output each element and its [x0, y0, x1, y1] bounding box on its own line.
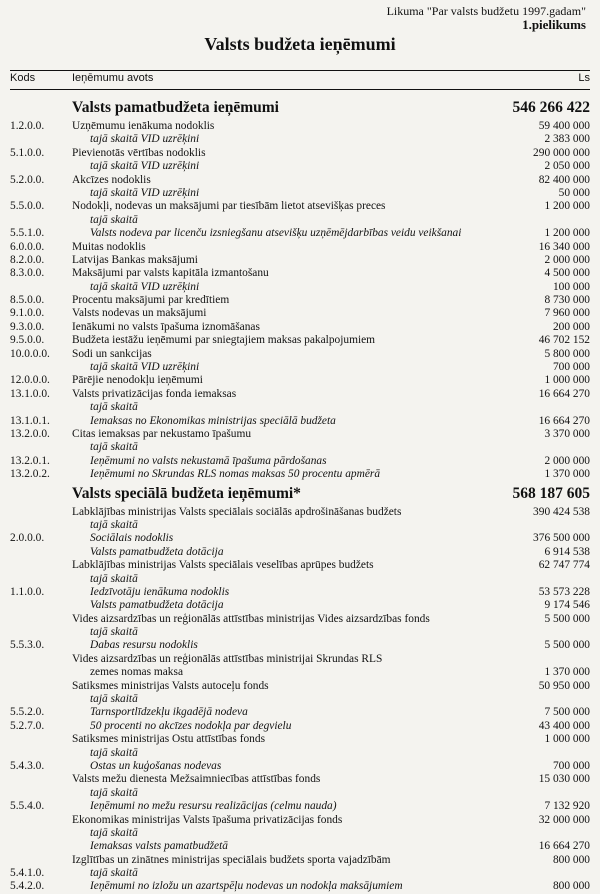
row-label: Iemaksas no Ekonomikas ministrijas speciālā budžeta: [90, 414, 336, 427]
table-row: [10, 573, 590, 586]
row-label: 50 procenti no akcīzes nodokļa par degvielu: [90, 719, 292, 732]
table-row: [10, 613, 590, 626]
row-code: 9.5.0.0.: [10, 334, 45, 347]
row-label: Ieņēmumi no izložu un azartspēļu nodevas un nodokļa maksājumiem: [90, 880, 403, 893]
table-row: [10, 733, 590, 746]
row-amount: 8 730 000: [544, 294, 590, 307]
row-amount: 50 950 000: [538, 679, 590, 692]
table-row: [10, 200, 590, 213]
table-row: [10, 599, 590, 612]
row-code: 12.0.0.0.: [10, 374, 50, 387]
table-row: [10, 586, 590, 599]
row-label: Muitas nodoklis: [72, 240, 146, 253]
row-label: Vides aizsardzības un reģionālās attīstības ministrijas Vides aizsardzības fonds: [72, 612, 430, 625]
table-header: [10, 72, 590, 88]
table-row: [10, 840, 590, 853]
row-code: 8.2.0.0.: [10, 253, 45, 266]
row-label: Sociālais nodoklis: [90, 532, 174, 545]
table-row: [10, 626, 590, 639]
table-row: [10, 653, 590, 666]
table-row: [10, 214, 590, 227]
page-title: Valsts budžeta ieņēmumi: [204, 34, 396, 54]
table-row: [10, 254, 590, 267]
row-code: 8.5.0.0.: [10, 294, 45, 307]
row-amount: 3 370 000: [544, 427, 590, 440]
row-amount: 16 664 270: [538, 387, 590, 400]
table-row: [10, 281, 590, 294]
table-row: [10, 760, 590, 773]
table-row: [10, 428, 590, 441]
row-label: tajā skaitā: [90, 441, 138, 454]
row-amount: 50 000: [558, 186, 590, 199]
row-label: Ekonomikas ministrijas Valsts īpašuma privatizācijas fonds: [72, 813, 343, 826]
row-amount: 46 702 152: [538, 334, 590, 347]
table-row: [10, 867, 590, 880]
row-code: 5.4.1.0.: [10, 867, 45, 880]
row-amount: 1 000 000: [544, 733, 590, 746]
row-amount: 5 500 000: [544, 612, 590, 625]
header-bottom-rule: [10, 89, 590, 90]
row-code: 5.5.0.0.: [10, 200, 45, 213]
row-label: tajā skaitā: [90, 867, 138, 880]
table-row: [10, 880, 590, 893]
table-row: [10, 120, 590, 133]
table-row: [10, 546, 590, 559]
row-label: Izglītības un zinātnes ministrijas speciālais budžets sporta vajadzībām: [72, 853, 391, 866]
row-label: Maksājumi par valsts kapitāla izmantošanu: [72, 267, 269, 280]
row-amount: 7 500 000: [544, 706, 590, 719]
table-row: [10, 374, 590, 387]
row-amount: 62 747 774: [538, 559, 590, 572]
row-label: Nodokļi, nodevas un maksājumi par tiesībām lietot atsevišķas preces: [72, 200, 386, 213]
row-code: 13.2.0.0.: [10, 427, 50, 440]
row-label: tajā skaitā: [90, 518, 138, 531]
table-row: [10, 401, 590, 414]
row-amount: 800 000: [552, 880, 590, 893]
table-row: [10, 361, 590, 374]
row-amount: 800 000: [552, 853, 590, 866]
row-label: Satiksmes ministrijas Ostu attīstības fonds: [72, 733, 266, 746]
table-row: [10, 294, 590, 307]
table-row: [10, 455, 590, 468]
table-row: [10, 519, 590, 532]
section-row: [10, 96, 590, 120]
row-label: Budžeta iestāžu ieņēmumi par sniegtajiem maksas pakalpojumiem: [72, 334, 376, 347]
row-amount: 82 400 000: [538, 173, 590, 186]
row-label: Tarnsportlīdzekļu ikgadējā nodeva: [90, 706, 248, 719]
revenue-table: [10, 96, 590, 894]
row-label: tajā skaitā VID uzrēķini: [90, 361, 200, 374]
row-amount: 7 960 000: [544, 307, 590, 320]
row-label: Latvijas Bankas maksājumi: [72, 253, 198, 266]
table-row: [10, 506, 590, 519]
row-code: 2.0.0.0.: [10, 532, 45, 545]
row-code: 13.2.0.1.: [10, 454, 50, 467]
table-row: [10, 693, 590, 706]
table-row: [10, 241, 590, 254]
row-amount: 2 000 000: [544, 454, 590, 467]
table-row: [10, 133, 590, 146]
row-amount: 290 000 000: [533, 146, 590, 159]
row-label: tajā skaitā: [90, 826, 138, 839]
row-amount: 390 424 538: [533, 505, 590, 518]
row-code: 13.2.0.2.: [10, 468, 50, 481]
row-label: Valsts nodevas un maksājumi: [72, 307, 207, 320]
row-amount: 2 000 000: [544, 253, 590, 266]
table-row: [10, 267, 590, 280]
row-code: 5.5.2.0.: [10, 706, 45, 719]
row-amount: 1 200 000: [544, 227, 590, 240]
table-row: [10, 706, 590, 719]
row-amount: 100 000: [552, 280, 590, 293]
row-amount: 568 187 605: [512, 484, 590, 502]
row-label: Pārējie nenodokļu ieņēmumi: [72, 374, 203, 387]
row-amount: 376 500 000: [533, 532, 590, 545]
row-code: 5.5.4.0.: [10, 800, 45, 813]
row-label: Iedzīvotāju ienākuma nodoklis: [90, 585, 230, 598]
row-code: 5.5.1.0.: [10, 227, 45, 240]
row-label: tajā skaitā: [90, 693, 138, 706]
row-label: tajā skaitā VID uzrēķini: [90, 186, 200, 199]
row-label: Valsts nodeva par licenču izsniegšanu atsevišķu uzņēmējdarbības veidu veikšanai: [90, 227, 462, 240]
row-label: tajā skaitā VID uzrēķini: [90, 133, 200, 146]
row-label: tajā skaitā: [90, 572, 138, 585]
row-amount: 9 174 546: [544, 599, 590, 612]
row-label: Valsts privatizācijas fonda iemaksas: [72, 387, 237, 400]
row-code: 1.1.0.0.: [10, 585, 45, 598]
table-row: [10, 468, 590, 481]
row-label: Ienākumi no valsts īpašuma iznomāšanas: [72, 320, 260, 333]
row-amount: 2 050 000: [544, 160, 590, 173]
row-label: Pievienotās vērtības nodoklis: [72, 146, 206, 159]
row-code: 5.4.3.0.: [10, 759, 45, 772]
row-label: Valsts pamatbudžeta dotācija: [90, 599, 224, 612]
table-row: [10, 388, 590, 401]
section-row: [10, 482, 590, 506]
row-label: Akcīzes nodoklis: [72, 173, 151, 186]
row-amount: 700 000: [552, 759, 590, 772]
row-label: Ieņēmumi no Skrundas RLS nomas maksas 50 procentu apmērā: [90, 468, 381, 481]
row-label: tajā skaitā: [90, 401, 138, 414]
row-label: zemes nomas maksa: [90, 666, 183, 679]
row-amount: 1 370 000: [544, 666, 590, 679]
table-row: [10, 348, 590, 361]
table-row: [10, 666, 590, 679]
table-row: [10, 147, 590, 160]
column-source-header: Ieņēmumu avots: [72, 72, 154, 84]
row-amount: 6 914 538: [544, 545, 590, 558]
row-amount: 5 800 000: [544, 347, 590, 360]
row-label: tajā skaitā VID uzrēķini: [90, 280, 200, 293]
row-label: Dabas resursu nodoklis: [90, 639, 198, 652]
row-code: 10.0.0.0.: [10, 347, 50, 360]
row-label: Ieņēmumi no valsts nekustamā īpašuma pārdošanas: [90, 454, 327, 467]
row-code: 13.1.0.1.: [10, 414, 50, 427]
row-label: Citas iemaksas par nekustamo īpašumu: [72, 427, 252, 440]
row-code: 8.3.0.0.: [10, 267, 45, 280]
table-row: [10, 532, 590, 545]
row-amount: 200 000: [552, 320, 590, 333]
row-label: Sodi un sankcijas: [72, 347, 152, 360]
row-amount: 32 000 000: [538, 813, 590, 826]
row-amount: 2 383 000: [544, 133, 590, 146]
row-label: Satiksmes ministrijas Valsts autoceļu fonds: [72, 679, 269, 692]
row-amount: 5 500 000: [544, 639, 590, 652]
row-code: 5.4.2.0.: [10, 880, 45, 893]
row-code: 6.0.0.0.: [10, 240, 45, 253]
table-row: [10, 747, 590, 760]
table-row: [10, 227, 590, 240]
row-amount: 1 000 000: [544, 374, 590, 387]
row-code: 13.1.0.0.: [10, 387, 50, 400]
row-label: tajā skaitā VID uzrēķini: [90, 160, 200, 173]
row-amount: 15 030 000: [538, 773, 590, 786]
row-label: Uzņēmumu ienākuma nodoklis: [72, 120, 215, 132]
row-code: 5.1.0.0.: [10, 146, 45, 159]
row-label: Valsts pamatbudžeta dotācija: [90, 545, 224, 558]
row-amount: 7 132 920: [544, 800, 590, 813]
row-amount: 1 200 000: [544, 200, 590, 213]
table-row: [10, 321, 590, 334]
row-label: Labklājības ministrijas Valsts speciālais sociālās apdrošināšanas budžets: [72, 505, 402, 518]
law-reference: Likuma "Par valsts budžetu 1997.gadam": [386, 4, 586, 18]
row-label: Procentu maksājumi par kredītiem: [72, 294, 230, 307]
table-row: [10, 787, 590, 800]
row-code: 5.5.3.0.: [10, 639, 45, 652]
row-amount: 16 664 270: [538, 840, 590, 853]
row-amount: 16 664 270: [538, 414, 590, 427]
row-amount: 1 370 000: [544, 468, 590, 481]
row-label: Ieņēmumi no mežu resursu realizācijas (celmu nauda): [90, 800, 337, 813]
row-label: Valsts speciālā budžeta ieņēmumi*: [72, 484, 301, 502]
row-amount: 43 400 000: [538, 719, 590, 732]
row-label: Valsts pamatbudžeta ieņēmumi: [72, 99, 279, 116]
row-code: 5.2.0.0.: [10, 173, 45, 186]
table-row: [10, 559, 590, 572]
table-row: [10, 827, 590, 840]
law-reference-block: [387, 4, 586, 32]
row-label: tajā skaitā: [90, 213, 138, 226]
row-label: Ostas un kuģošanas nodevas: [90, 759, 222, 772]
row-amount: 4 500 000: [544, 267, 590, 280]
table-row: [10, 720, 590, 733]
row-label: Valsts mežu dienesta Mežsaimniecības attīstības fonds: [72, 773, 321, 786]
row-amount: 16 340 000: [538, 240, 590, 253]
row-label: tajā skaitā: [90, 626, 138, 639]
table-row: [10, 415, 590, 428]
row-amount: 700 000: [552, 361, 590, 374]
column-amount-header: Ls: [578, 72, 590, 84]
row-amount: 59 400 000: [538, 120, 590, 132]
table-row: [10, 773, 590, 786]
table-row: [10, 800, 590, 813]
table-row: [10, 160, 590, 173]
table-row: [10, 307, 590, 320]
row-code: 9.3.0.0.: [10, 320, 45, 333]
table-row: [10, 174, 590, 187]
table-row: [10, 639, 590, 652]
row-label: tajā skaitā: [90, 786, 138, 799]
table-row: [10, 441, 590, 454]
row-amount: 53 573 228: [538, 585, 590, 598]
table-row: [10, 814, 590, 827]
row-code: 5.2.7.0.: [10, 719, 45, 732]
row-label: Vides aizsardzības un reģionālās attīstības ministrijai Skrundas RLS: [72, 652, 383, 665]
row-label: Labklājības ministrijas Valsts speciālais veselības aprūpes budžets: [72, 559, 374, 572]
row-code: 9.1.0.0.: [10, 307, 45, 320]
table-row: [10, 680, 590, 693]
table-row: [10, 187, 590, 200]
header-top-rule: [10, 70, 590, 71]
table-row: [10, 854, 590, 867]
appendix-label: 1.pielikums: [522, 17, 586, 32]
column-code-header: Kods: [10, 72, 36, 84]
row-code: 1.2.0.0.: [10, 120, 45, 132]
table-row: [10, 334, 590, 347]
row-amount: 546 266 422: [512, 99, 590, 116]
row-label: tajā skaitā: [90, 746, 138, 759]
row-label: Iemaksas valsts pamatbudžetā: [90, 840, 228, 853]
